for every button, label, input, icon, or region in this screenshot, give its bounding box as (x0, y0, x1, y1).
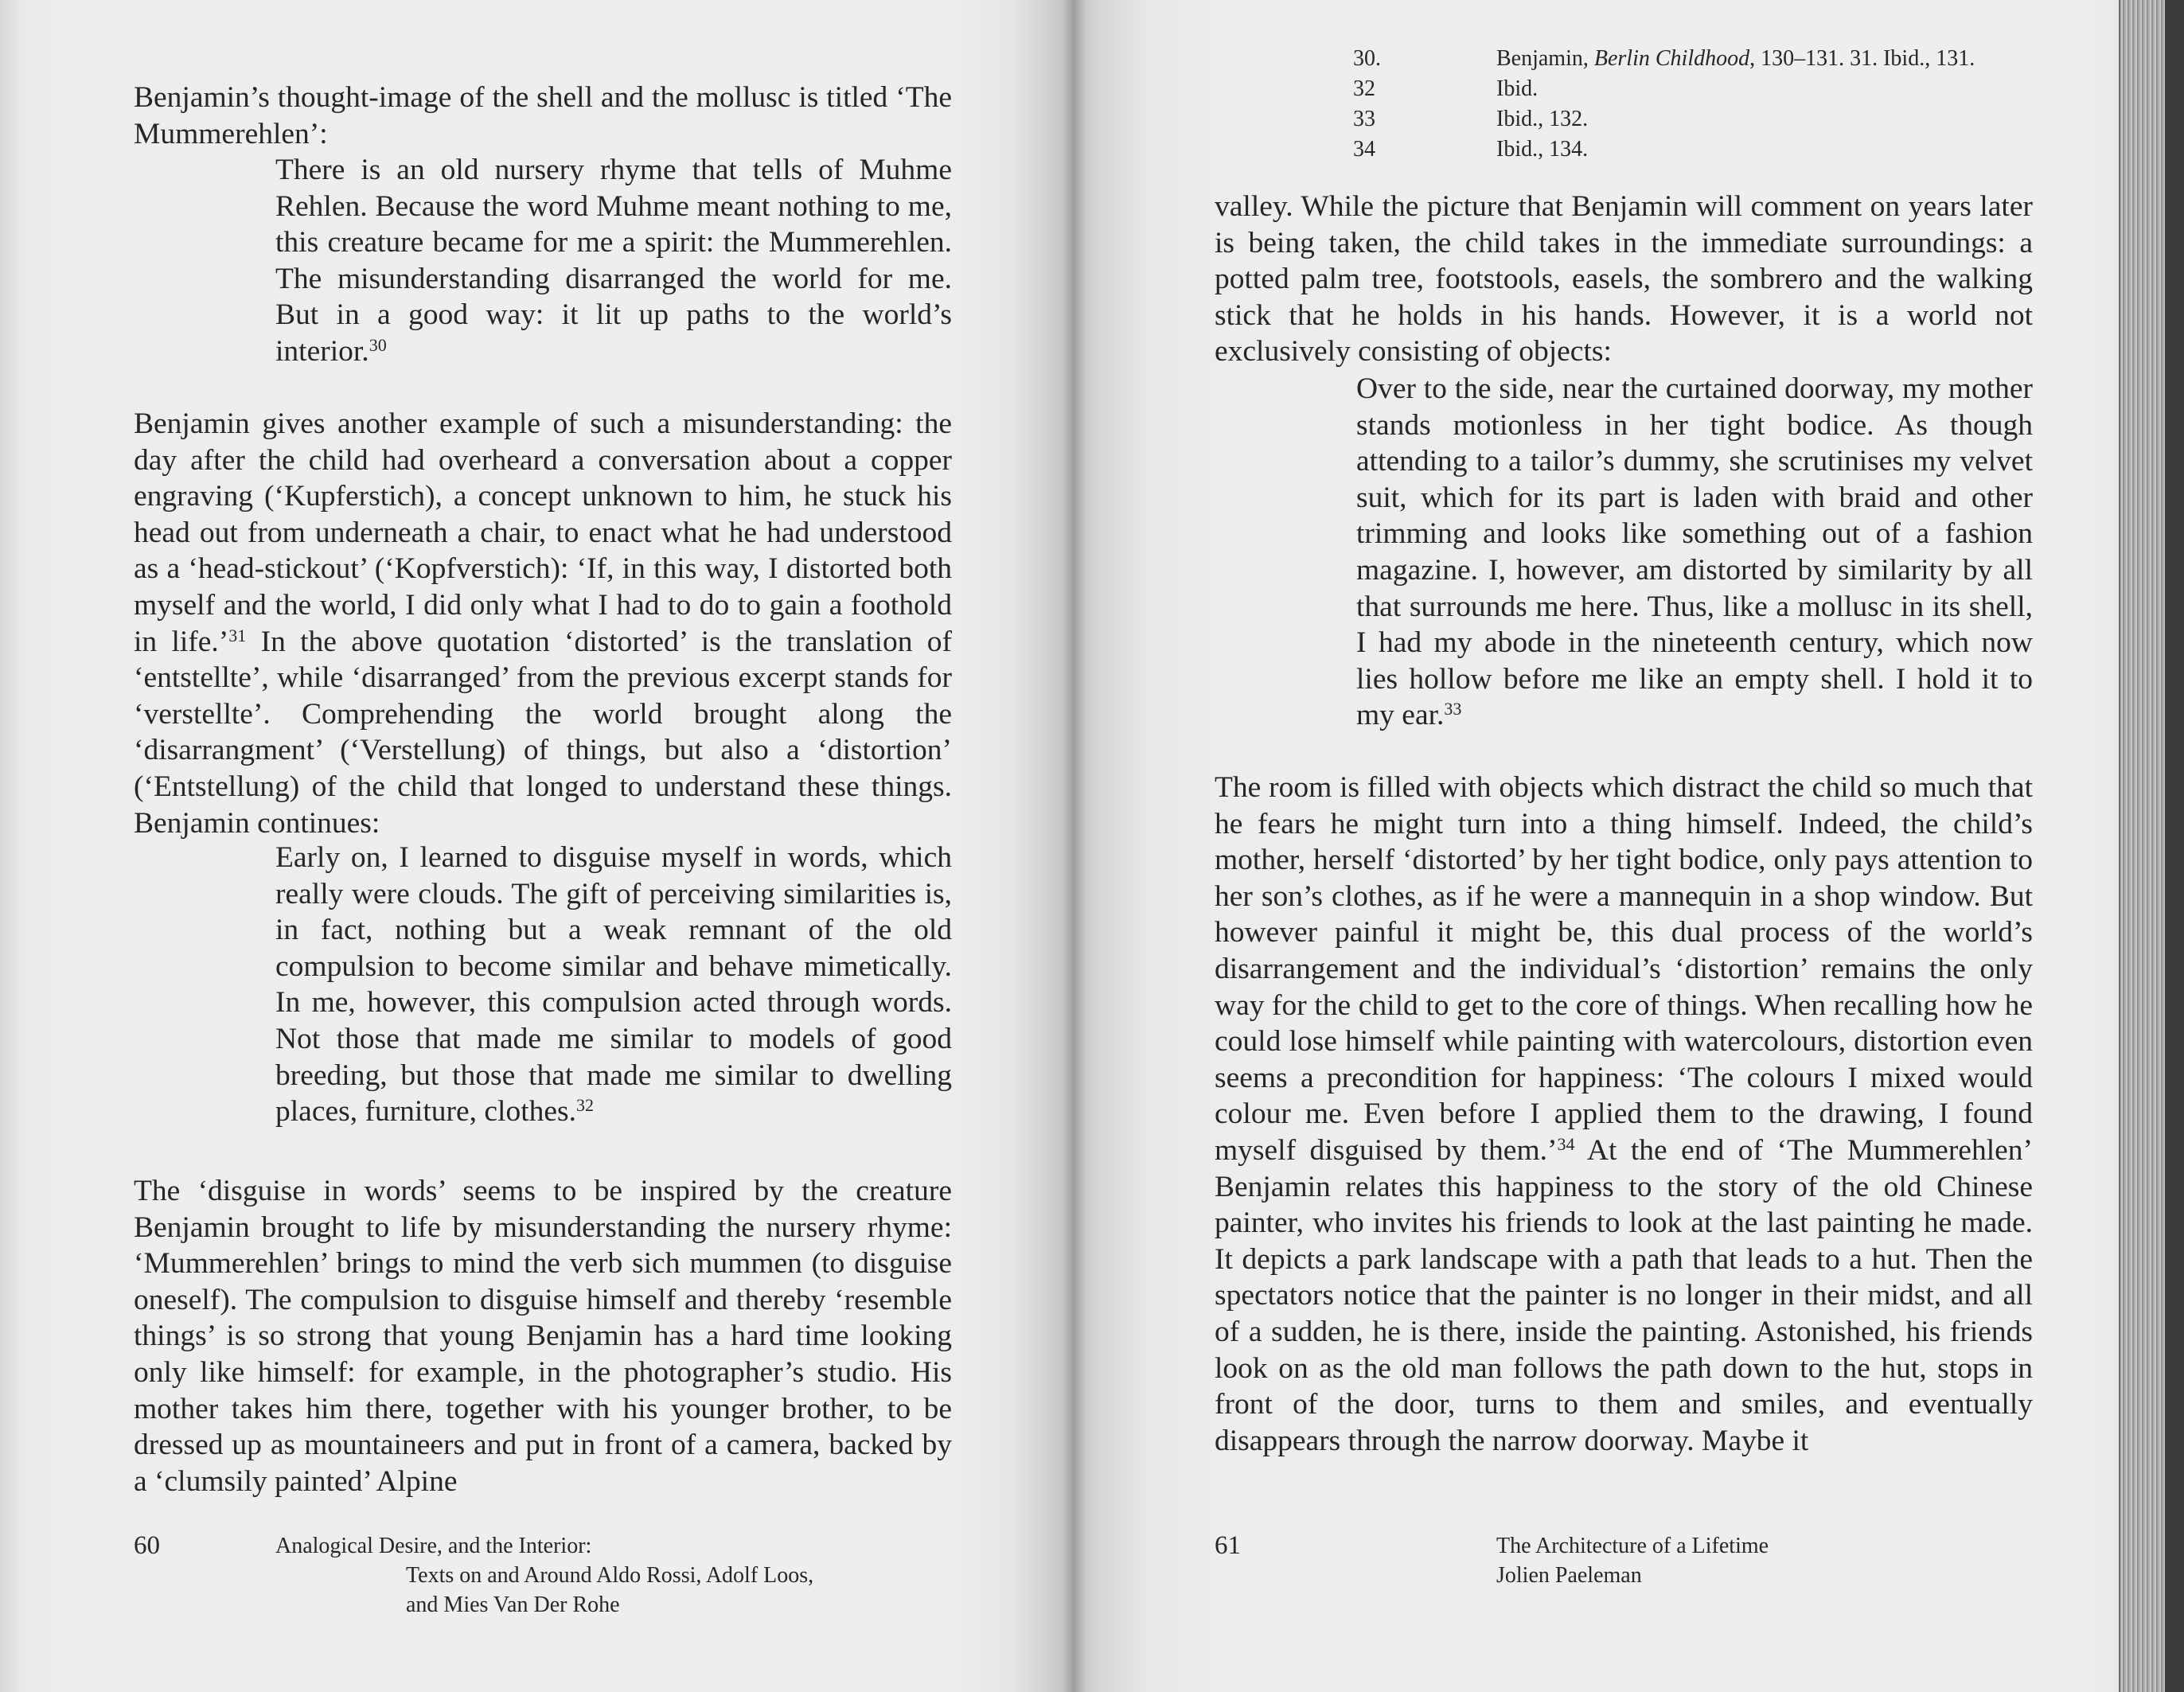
left-paragraph-3: The ‘disguise in words’ seems to be inspired by the creature Benjamin brought to life by misunderstanding the nursery rhyme: ‘Mummerehlen’ brings to mind the verb sich mummen (to disguise oneself). The compulsion to disguise himself and thereby ‘resemble things’ is so strong that young Benjamin has a hard time looking only like himself: for example, in the photographer’s studio. His mother takes him there, together with his younger brother, to be dressed up as mountaineers and put in front of a camera, backed by a ‘clumsily painted’ Alpine (134, 1175, 952, 1498)
footnote-33 (1353, 104, 1975, 135)
footnote-ref-31: 31 (228, 625, 247, 645)
footnote-text: Ibid., 132. (1496, 107, 1589, 131)
footnote-ref-30: 30 (369, 334, 387, 355)
book-gutter-shadow (1063, 0, 1086, 1692)
footnote-text-book-title: Berlin Childhood (1593, 46, 1750, 71)
footnote-number: 32 (1353, 76, 1375, 101)
footnote-text: Ibid. (1496, 76, 1539, 101)
running-title-left-1: Analogical Desire, and the Interior: (275, 1534, 592, 1558)
page-number-right: 61 (1215, 1531, 1241, 1560)
left-paragraph-2 (134, 406, 952, 841)
footnote-ref-34: 34 (1557, 1133, 1575, 1154)
right-block-quote-3 (1356, 371, 2033, 734)
background-edge (2165, 0, 2184, 1692)
footnote-text: Ibid., 134. (1496, 137, 1589, 162)
page-number-left: 60 (134, 1531, 160, 1560)
para-2b-text: In the above quotation ‘distorted’ is the translation of ‘entstellte’, while ‘disarranged’ from the previous excerpt stands for ‘verstellte’. Comprehending the world brought along the ‘disarrangment’ (‘Verstellung) of things, but also a ‘distortion’ (‘Entstellung) of the child that longed to understand these things. Benjamin continues: (134, 625, 952, 840)
quote-2-text: Early on, I learned to disguise myself in words, which really were clouds. The gift of perceiving similarities is, in fact, nothing but a weak remnant of the old compulsion to become similar and behave mimetically. In me, however, this compulsion acted through words. Not those that made me similar to models of good breeding, but those that made me similar to dwelling places, furniture, clothes. (275, 841, 952, 1129)
footnote-34 (1353, 135, 1975, 165)
footnote-number: 33 (1353, 107, 1375, 131)
footnote-ref-32: 32 (576, 1095, 594, 1116)
right-paragraph-2 (1215, 770, 2033, 1459)
left-block-quote-1 (275, 152, 952, 370)
quote-1-text: There is an old nursery rhyme that tells of Muhme Rehlen. Because the word Muhme meant nothing to me, this creature became for me a spirit: the Mummerehlen. The misunderstanding disarranged the world for me. But in a good way: it lit up paths to the world’s interior. (275, 154, 952, 368)
running-title-left-2: Texts on and Around Aldo Rossi, Adolf Loos, (406, 1563, 814, 1588)
running-title-right-2: Jolien Paeleman (1496, 1563, 1642, 1588)
footnote-text-author: Benjamin, (1496, 46, 1594, 71)
left-page (0, 0, 1074, 1692)
footnote-30 (1353, 44, 1975, 74)
right-paragraph-1: valley. While the picture that Benjamin will comment on years later is being taken, the child takes in the immediate surroundings: a potted palm tree, footstools, easels, the sombrero and the walking stick that he holds in his hands. However, it is a world not exclusively consisting of objects: (1215, 190, 2033, 368)
left-intro-paragraph: Benjamin’s thought-image of the shell and the mollusc is titled ‘The Mummerehlen’: (134, 81, 952, 150)
running-title-right-1: The Architecture of a Lifetime (1496, 1534, 1769, 1558)
left-block-quote-2 (275, 840, 952, 1130)
para-2b-text: At the end of ‘The Mummerehlen’ Benjamin relates this happiness to the story of the old Chinese painter, who invites his friends to look at the last painting he made. It depicts a park landscape with a path that leads to a hut. Then the spectators notice that the painter is no longer in their midst, and all of a sudden, he is there, inside the painting. Astonished, his friends look on as the old man follows the path down to the hut, stops in front of the door, turns to them and smiles, and eventually disappears through the narrow doorway. Maybe it (1215, 1133, 2033, 1457)
quote-3-text: Over to the side, near the curtained doorway, my mother stands motionless in her tight bodice. As though attending to a tailor’s dummy, she scrutinises my velvet suit, which for its part is laden with braid and other trimming and looks like something out of a fashion magazine. I, however, am distorted by similarity by all that surrounds me here. Thus, like a mollusc in its shell, I had my abode in the nineteenth century, which now lies hollow before me like an empty shell. I hold it to my ear. (1356, 372, 2033, 732)
right-page (1074, 0, 2125, 1692)
para-2a-text: Benjamin gives another example of such a misunderstanding: the day after the child had overheard a conversation about a copper engraving (‘Kupferstich), a concept unknown to him, he stuck his head out from underneath a chair, to enact what he had understood as a ‘head-stickout’ (‘Kopfverstich): ‘If, in this way, I distorted both myself and the world, I did only what I had to do to gain a foothold in life.’ (134, 407, 952, 658)
footnote-32 (1353, 74, 1975, 104)
running-title-left-3: and Mies Van Der Rohe (406, 1593, 620, 1617)
para-2a-text: The room is filled with objects which distract the child so much that he fears he might turn into a thing himself. Indeed, the child’s mother, herself ‘distorted’ by her tight bodice, only pays attention to her son’s clothes, as if he were a mannequin in a shop window. But however painful it might be, this dual process of the world’s disarrangement and the individual’s ‘distortion’ remains the only way for the child to get to the core of things. When recalling how he could lose himself while painting with watercolours, distortion even seems a precondition for happiness: ‘The colours I mixed would colour me. Even before I applied them to the drawing, I found myself disguised by them.’ (1215, 771, 2033, 1167)
footnote-number: 30. (1353, 46, 1381, 71)
footnote-text-pages: , 130–131. 31. Ibid., 131. (1749, 46, 1975, 71)
footnote-number: 34 (1353, 137, 1375, 162)
footnote-text (1496, 44, 1975, 74)
footnotes (1353, 44, 1975, 165)
footnote-ref-33: 33 (1444, 699, 1462, 719)
